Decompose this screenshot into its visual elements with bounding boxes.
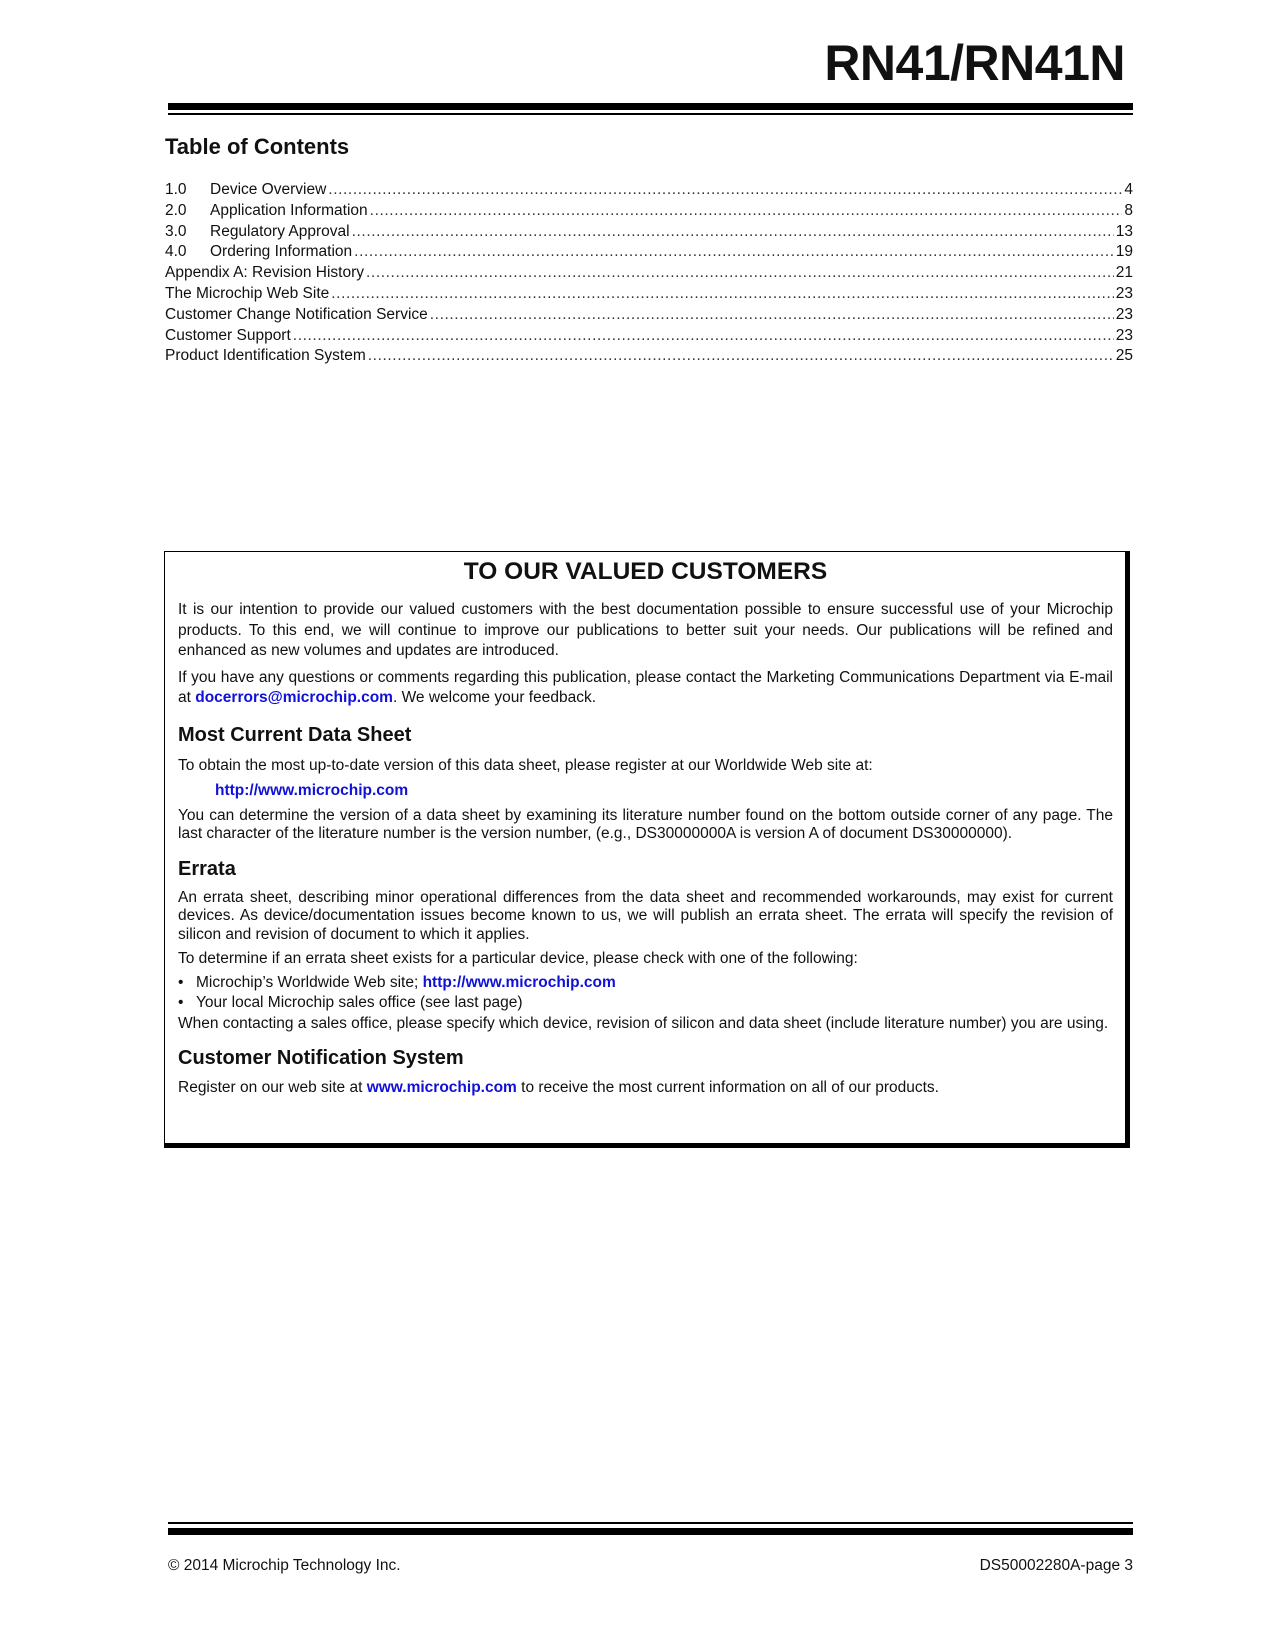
header-rule-thin — [168, 113, 1133, 115]
toc-entry[interactable]: Customer Change Notification Service ..... 23 — [165, 305, 1133, 326]
notice-contact: If you have any questions or comments regarding this publication, please contact the Marketing Communications Department via E-mail at docerrors@microchip.com. We welcome your feedback. — [178, 668, 1113, 706]
datasheet-intro: To obtain the most up-to-date version of this data sheet, please register at our Worldwide Web site at: — [178, 756, 873, 774]
footer-copyright: © 2014 Microchip Technology Inc. — [168, 1557, 401, 1574]
notice-intro: It is our intention to provide our valued customers with the best documentation possible to ensure successful use of your Microchip products. To this end, we will continue to improve our publications to better suit your needs. Our publications will be refined and enhanced as new volumes and updates are introduced. — [178, 601, 1113, 659]
footer-rule-thin — [168, 1522, 1133, 1524]
notice-title: TO OUR VALUED CUSTOMERS — [463, 558, 828, 585]
table-of-contents — [165, 180, 1133, 367]
toc-entry[interactable]: 3.0 Regulatory Approval ..... 13 — [165, 222, 1133, 243]
toc-entry[interactable]: Product Identification System ..... 25 — [165, 346, 1133, 367]
toc-heading: Table of Contents — [165, 134, 350, 159]
footer-page-id: DS50002280A-page 3 — [979, 1557, 1133, 1574]
errata-check: To determine if an errata sheet exists for a particular device, please check with one of the following: — [178, 950, 858, 967]
toc-entry[interactable]: 1.0 Device Overview ..... 4 — [165, 180, 1133, 201]
datasheet-heading: Most Current Data Sheet — [178, 723, 412, 746]
valued-customers-notice — [164, 551, 1130, 1148]
toc-entry[interactable]: 2.0 Application Information ..... 8 — [165, 201, 1133, 222]
errata-intro: An errata sheet, describing minor operational differences from the data sheet and recommended workarounds, may exist for current devices. As device/documentation issues become known to us, we will publish an errata sheet. The errata will specify the revision of silicon and revision of document to which it applies. — [178, 888, 1113, 943]
toc-entry[interactable]: 4.0 Ordering Information ..... 19 — [165, 242, 1133, 263]
cns-microchip-link[interactable]: www.microchip.com — [366, 1079, 517, 1096]
cns-heading: Customer Notification System — [178, 1047, 464, 1069]
errata-closing: When contacting a sales office, please specify which device, revision of silicon and data sheet (include literature number) you are using. — [178, 1014, 1109, 1032]
datasheet-url-line — [178, 781, 1113, 802]
document-title: RN41/RN41N — [824, 35, 1125, 91]
docerrors-email-link[interactable]: docerrors@microchip.com — [195, 689, 393, 706]
errata-microchip-url-link[interactable]: http://www.microchip.com — [422, 973, 616, 991]
cns-text: Register on our web site at www.microchip.com to receive the most current information on all of our products. — [178, 1079, 939, 1096]
datasheet-version-text: You can determine the version of a data sheet by examining its literature number found on the bottom outside corner of any page. The last character of the literature number is the version number, (e.g., DS30000000A is version A of document DS30000000). — [178, 806, 1113, 842]
errata-heading: Errata — [178, 857, 236, 880]
header-rule-thick — [168, 103, 1133, 110]
errata-bullet-sales-office: • Your local Microchip sales office (see last page) — [178, 994, 523, 1011]
toc-entry[interactable]: Customer Support ..... 23 — [165, 326, 1133, 347]
toc-entry[interactable]: Appendix A: Revision History ..... 21 — [165, 263, 1133, 284]
footer-rule-thick — [168, 1528, 1133, 1535]
microchip-url-link[interactable]: http://www.microchip.com — [215, 782, 409, 799]
toc-entry[interactable]: The Microchip Web Site ..... 23 — [165, 284, 1133, 305]
errata-bullet-website: • Microchip’s Worldwide Web site; http://www.microchip.com — [178, 973, 616, 991]
